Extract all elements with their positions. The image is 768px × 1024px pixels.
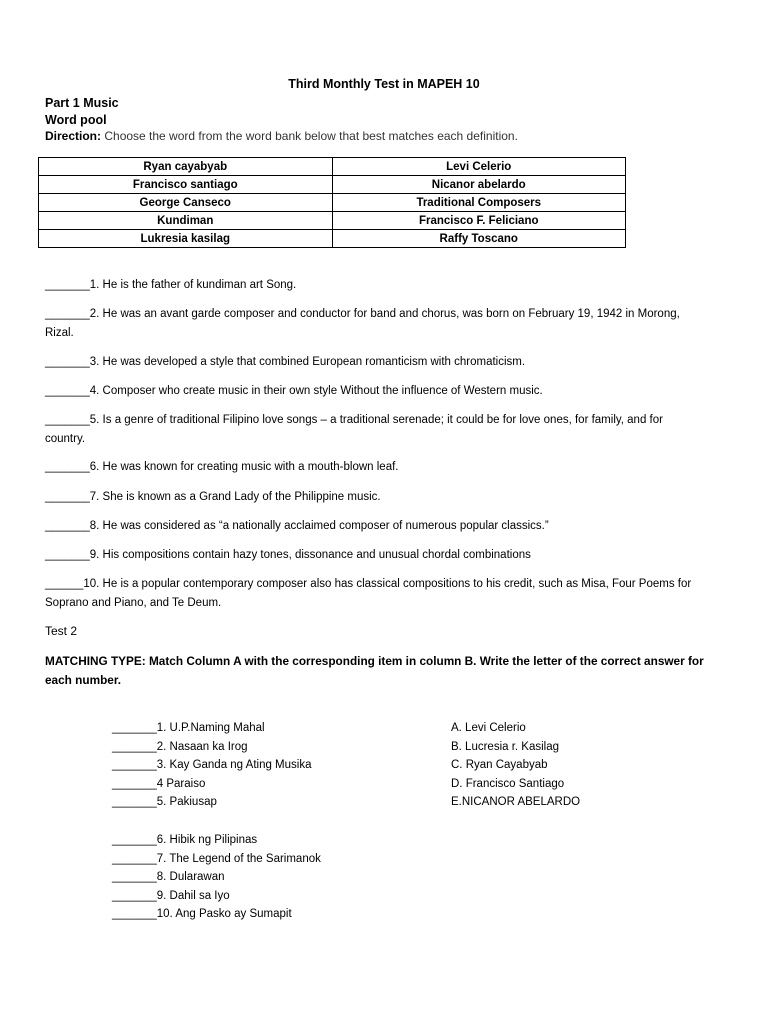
list-item: D. Francisco Santiago [451, 777, 565, 790]
list-item: _______3. Kay Ganda ng Ating Musika [112, 759, 312, 772]
table-cell: Francisco F. Feliciano [332, 212, 626, 230]
table-row [39, 212, 626, 230]
part1-direction [45, 129, 518, 143]
question-4: _______4. Composer who create music in their own style Without the influence of Western music. [45, 385, 543, 397]
question-6: _______6. He was known for creating music with a mouth-blown leaf. [45, 461, 399, 473]
table-cell: Kundiman [39, 212, 333, 230]
question-7: _______7. She is known as a Grand Lady of the Philippine music. [45, 491, 381, 503]
list-item: _______4 Paraiso [112, 777, 206, 790]
table-row [39, 158, 626, 176]
table-cell: Levi Celerio [332, 158, 626, 176]
table-cell: George Canseco [39, 194, 333, 212]
table-cell: Francisco santiago [39, 176, 333, 194]
table-row [39, 230, 626, 248]
test2-heading: Test 2 [45, 624, 78, 638]
table-cell: Raffy Toscano [332, 230, 626, 248]
question-1: _______1. He is the father of kundiman art Song. [45, 279, 297, 291]
list-item: _______10. Ang Pasko ay Sumapit [112, 908, 292, 921]
word-pool-heading: Word pool [45, 113, 107, 127]
table-cell: Lukresia kasilag [39, 230, 333, 248]
matching-direction: MATCHING TYPE: Match Column A with the corresponding item in column B. Write the letter of the correct answer for each number. [45, 654, 704, 687]
table-cell: Ryan cayabyab [39, 158, 333, 176]
table-row [39, 176, 626, 194]
column-a-group-2 [112, 831, 321, 924]
table-cell: Traditional Composers [332, 194, 626, 212]
list-item: _______7. The Legend of the Sarimanok [112, 852, 321, 865]
list-item: B. Lucresia r. Kasilag [451, 740, 560, 753]
list-item: C. Ryan Cayabyab [451, 759, 548, 772]
list-item: _______2. Nasaan ka Irog [112, 740, 248, 753]
question-2: _______2. He was an avant garde composer and conductor for band and chorus, was born on February 19, 1942 in Morong, Rizal. [45, 308, 680, 339]
column-b [451, 719, 580, 812]
list-item: _______1. U.P.Naming Mahal [112, 722, 265, 734]
list-item: _______6. Hibik ng Pilipinas [112, 834, 258, 846]
direction-label: Direction: [45, 129, 102, 143]
question-10: ______10. He is a popular contemporary composer also has classical compositions to his credit, such as Misa, Four Poems for Soprano and Piano, and Te Deum. [45, 578, 692, 609]
column-a-group-1 [112, 719, 311, 812]
part1-heading: Part 1 Music [45, 96, 119, 110]
list-item: A. Levi Celerio [451, 722, 526, 734]
page-title: Third Monthly Test in MAPEH 10 [288, 77, 480, 91]
question-5: _______5. Is a genre of traditional Filipino love songs – a traditional serenade; it could be for love ones, for family, and for country. [45, 414, 663, 445]
list-item: _______8. Dularawan [112, 871, 225, 884]
question-8: _______8. He was considered as “a nationally acclaimed composer of numerous popular classics.” [45, 520, 549, 532]
table-cell: Nicanor abelardo [332, 176, 626, 194]
question-3: _______3. He was developed a style that combined European romanticism with chromaticism. [45, 356, 526, 368]
list-item: _______5. Pakiusap [112, 796, 217, 809]
table-row [39, 194, 626, 212]
list-item: E.NICANOR ABELARDO [451, 796, 581, 809]
direction-text: Choose the word from the word bank below that best matches each definition. [101, 129, 518, 143]
question-9: _______9. His compositions contain hazy tones, dissonance and unusual chordal combinations [45, 549, 531, 561]
word-bank-table [38, 157, 626, 248]
list-item: _______9. Dahil sa Iyo [112, 889, 230, 902]
